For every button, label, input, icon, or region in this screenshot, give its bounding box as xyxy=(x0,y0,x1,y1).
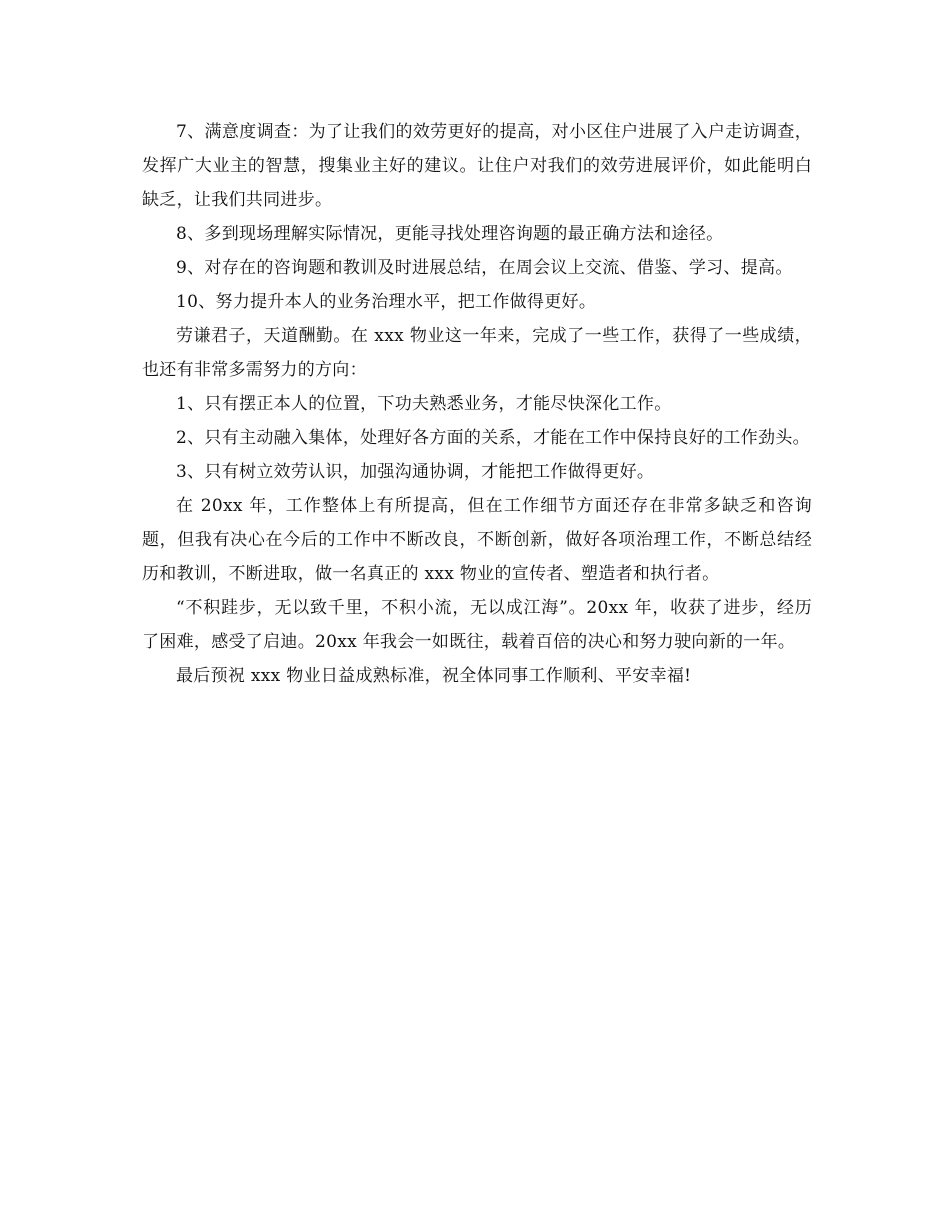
paragraph-site-visits: 8、多到现场理解实际情况，更能寻找处理咨询题的最正确方法和途径。 xyxy=(176,224,724,244)
paragraph-closing: 最后预祝 xxx 物业日益成熟标准，祝全体同事工作顺利、平安幸福! xyxy=(176,666,692,686)
paragraph-quote: “不积跬步，无以致千里，不积小流，无以成江海”。20xx 年，收获了进步，经历了困难，感受了启迪。20xx 年我会一如既往，载着百倍的决心和努力驶向新的一年。 xyxy=(142,598,812,652)
paragraph-improve-skills: 10、努力提升本人的业务治理水平，把工作做得更好。 xyxy=(176,292,597,312)
paragraph-reflection-intro: 劳谦君子，天道酬勤。在 xxx 物业这一年来，完成了一些工作，获得了一些成绩，也还有非常多需努力的方向： xyxy=(142,326,812,380)
paragraph-year-review: 在 20xx 年，工作整体上有所提高，但在工作细节方面还存在非常多缺乏和咨询题，但我有决心在今后的工作中不断改良，不断创新，做好各项治理工作，不断总结经历和教训，不断进取，做一名真正的 xxx 物业的宣传者、塑造者和执行者。 xyxy=(142,496,812,584)
paragraph-survey: 7、满意度调查：为了让我们的效劳更好的提高，对小区住户进展了入户走访调查，发挥广大业主的智慧，搜集业主好的建议。让住户对我们的效劳进展评价，如此能明白缺乏，让我们共同进步。 xyxy=(142,122,812,210)
document-body xyxy=(142,115,812,693)
paragraph-summary-lessons: 9、对存在的咨询题和教训及时进展总结，在周会议上交流、借鉴、学习、提高。 xyxy=(176,258,793,278)
paragraph-point-2: 2、只有主动融入集体，处理好各方面的关系，才能在工作中保持良好的工作劲头。 xyxy=(176,428,810,448)
paragraph-point-3: 3、只有树立效劳认识，加强沟通协调，才能把工作做得更好。 xyxy=(176,462,655,482)
paragraph-point-1: 1、只有摆正本人的位置，下功夫熟悉业务，才能尽快深化工作。 xyxy=(176,394,672,414)
